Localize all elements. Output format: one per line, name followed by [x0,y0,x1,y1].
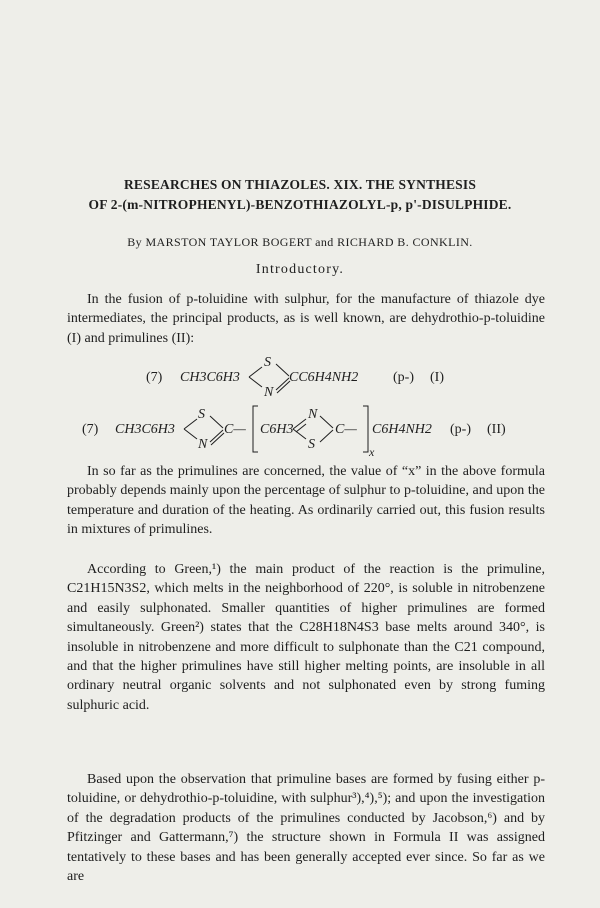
formula-I-label: (I) [430,370,444,385]
formula-II-right-group: C6H4NH2 [372,422,432,437]
formula-II-left-bracket [253,406,258,452]
article-title-line-1: RESEARCHES ON THIAZOLES. XIX. THE SYNTHESIS [123,177,477,192]
formula-I-right-group: CC6H4NH2 [289,370,359,385]
formula-II-inner-sulfur: S [308,437,315,452]
formula-II-subscript-x: x [369,445,375,458]
formula-I-sulfur: S [264,355,271,370]
paragraph-primulines-text: In so far as the primulines are concerned, the value of “x” in the above formula probably depends mainly upon the percentage of sulphur to p-toluidine, and upon the temperature and duration of the heating. As ordinarily carried out, this fusion results in mixtures of primulines. [67,464,545,538]
paragraph-green-text: According to Green,¹) the main product of the reaction is the primuline, C21H15N3S2, which melts in the neighborhood of 220°, is soluble in nitrobenzene and easily sulphonated. Smaller quantities of higher primulines are formed simultaneously. Green²) states that the C28H18N4S3 base melts around 340°, is insoluble in nitrobenzene and more difficult to sulphonate than the C21 compound, and that the higher primulines have still higher melting points, are insoluble in all ordinary neutral organic solvents and not sulphonated even by strong fuming sulphuric acid. [67,562,545,713]
formula-II-sulfur: S [198,407,205,422]
paragraph-primulines [67,462,545,540]
paragraph-intro-text: In the fusion of p-toluidine with sulphur, for the manufacture of thiazole dye intermediates, the principal products, as is well known, are dehydrothio-p-toluidine (I) and primulines (II): [67,292,545,346]
formula-II-position: (p-) [450,422,471,437]
paragraph-structure-text: Based upon the observation that primuline bases are formed by fusing either p-toluidine, or dehydrothio-p-toluidine, with sulphur³),⁴),⁵); and upon the investigation of the degradation products of the primulines conducted by Jacobson,⁶) and by Pfitzinger and Gattermann,⁷) the structure shown in Formula II was assigned tentatively to these bases and has been generally accepted ever since. So far as we are [67,772,545,885]
formula-II-label: (II) [487,422,506,437]
formula-I-left-group: CH3C6H3 [180,370,240,385]
paragraph-green [67,560,545,715]
formula-I-number: (7) [146,370,163,385]
formula-II-number: (7) [82,422,99,437]
paragraph-intro [67,290,545,348]
formula-II-nitrogen: N [198,437,208,452]
formula-II-inner-nitrogen: N [308,407,318,422]
formula-II-right-bracket [363,406,368,452]
section-heading: Introductory. [255,262,345,277]
formula-I-position: (p-) [393,370,414,385]
formula-II-c-link: C— [224,422,246,437]
article-title-line-2: OF 2-(m-NITROPHENYL)-BENZOTHIAZOLYL-p, p'-DISULPHIDE. [88,197,512,212]
formula-I-nitrogen: N [264,385,274,400]
formula-II [67,402,545,458]
formula-II-left-group: CH3C6H3 [115,422,175,437]
formula-II-inner-left: C6H3 [260,422,294,437]
formula-II-inner-c-link: C— [335,422,357,437]
author-byline: By MARSTON TAYLOR BOGERT and RICHARD B. CONKLIN. [127,235,473,249]
paragraph-structure [67,770,545,886]
formula-I [67,350,545,400]
